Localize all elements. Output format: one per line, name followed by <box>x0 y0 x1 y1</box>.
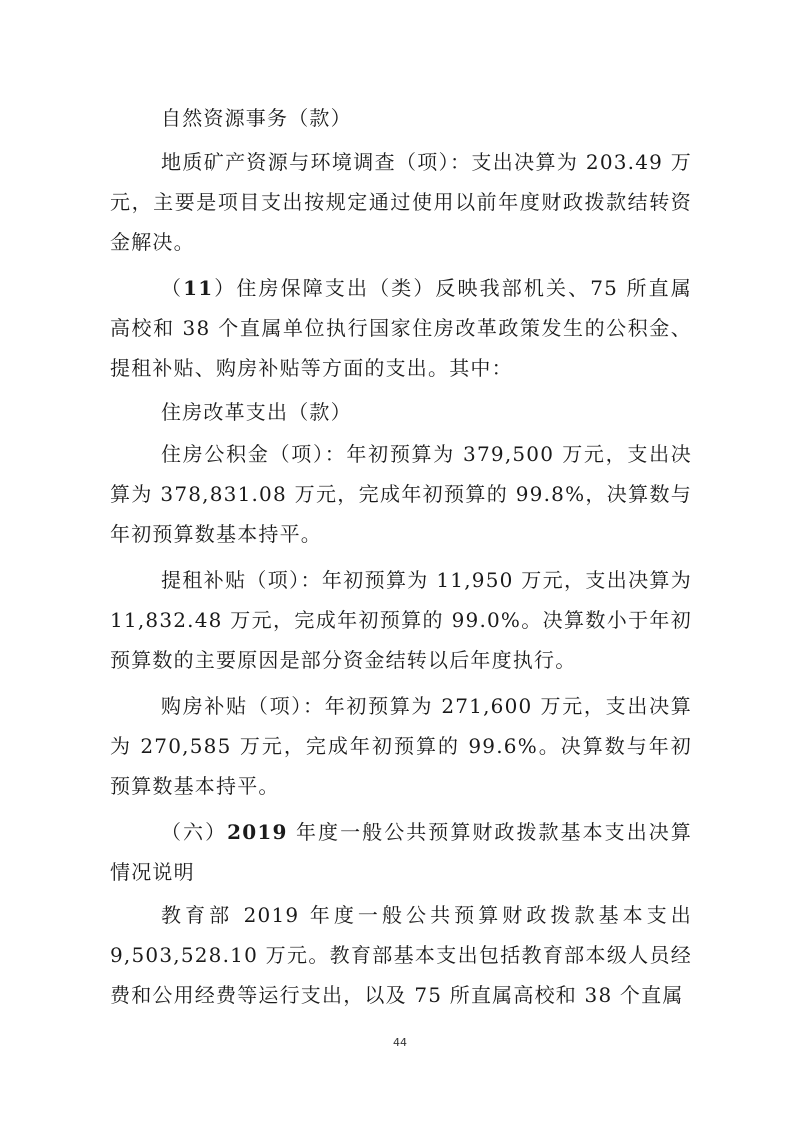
page-number: 44 <box>393 1036 407 1049</box>
year-number: 2019 <box>227 820 288 844</box>
paragraph-rent-subsidy <box>110 560 692 680</box>
paragraph-text: 地质矿产资源与环境调查（项）：支出决算为 203.49 万元，主要是项目支出按规定通过使用以前年度财政拨款结转资金解决。 <box>110 150 692 254</box>
paragraph-natural-resources-heading <box>110 98 692 138</box>
paragraph-text: 教育部 2019 年度一般公共预算财政拨款基本支出 9,503,528.10 万元。教育部基本支出包括教育部本级人员经费和公用经费等运行支出，以及 75 所直属高校和 38 个直属 <box>110 903 692 1007</box>
paragraph-text: ）住房保障支出（类）反映我部机关、75 所直属高校和 38 个直属单位执行国家住房改革政策发生的公积金、提租补贴、购房补贴等方面的支出。其中： <box>110 276 692 380</box>
paragraph-text: 购房补贴（项）：年初预算为 271,600 万元，支出决算为 270,585 万元，完成年初预算的 99.6%。决算数与年初预算数基本持平。 <box>110 694 692 798</box>
paragraph-purchase-subsidy <box>110 686 692 806</box>
section-number: 11 <box>183 276 214 300</box>
paragraph-geological-survey <box>110 142 692 262</box>
paragraph-text: 提租补贴（项）：年初预算为 11,950 万元，支出决算为 11,832.48 万元，完成年初预算的 99.0%。决算数小于年初预算数的主要原因是部分资金结转以后年度执行。 <box>110 568 692 672</box>
paragraph-housing-fund <box>110 434 692 554</box>
paragraph-text: 住房改革支出（款） <box>161 400 352 424</box>
paragraph-text: 年度一般公共预算财政拨款基本支出决算情况说明 <box>110 820 692 884</box>
paragraph-housing-security <box>110 268 692 388</box>
paragraph-text: 住房公积金（项）：年初预算为 379,500 万元，支出决算为 378,831.08 万元，完成年初预算的 99.8%，决算数与年初预算数基本持平。 <box>110 442 692 546</box>
paragraph-text: （ <box>161 276 184 300</box>
paragraph-text: 自然资源事务（款） <box>161 106 352 130</box>
paragraph-basic-expenditure <box>110 895 692 1015</box>
paragraph-housing-reform-heading <box>110 392 692 432</box>
section-heading-basic-expenditure <box>110 812 692 892</box>
paragraph-text: （六） <box>161 820 228 844</box>
